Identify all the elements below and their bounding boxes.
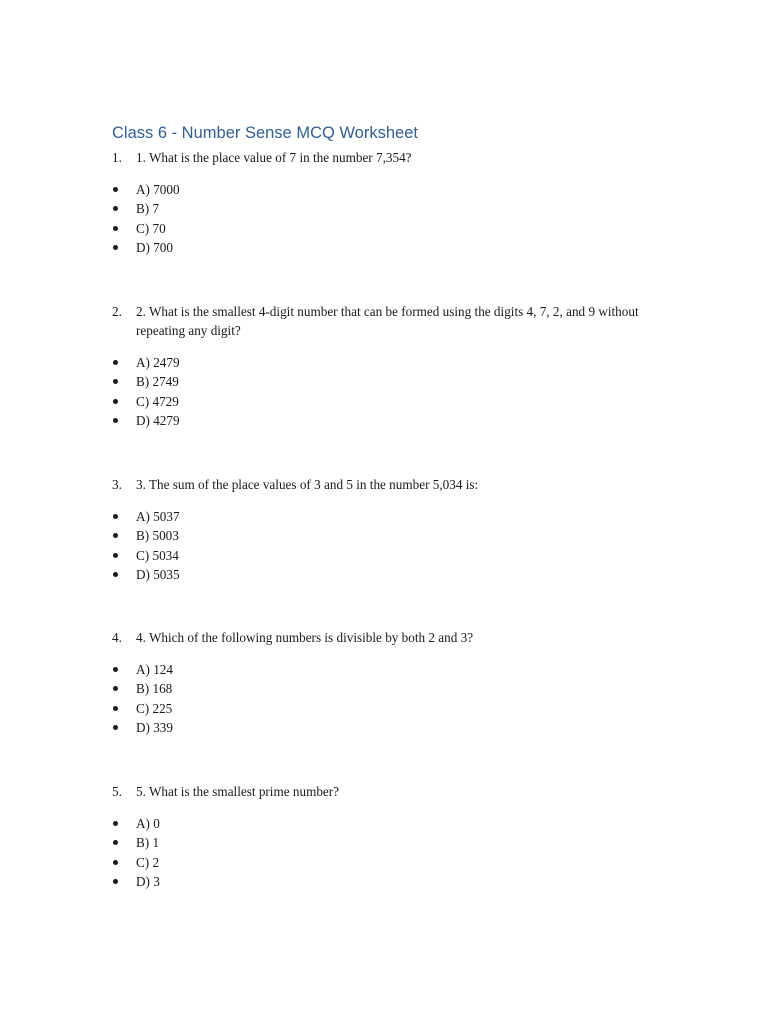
bullet-icon xyxy=(113,860,118,865)
option-d xyxy=(112,411,180,430)
bullet-icon xyxy=(113,360,118,365)
options-list-1 xyxy=(112,180,180,257)
question-1 xyxy=(112,148,672,167)
option-d xyxy=(112,565,180,584)
bullet-icon xyxy=(113,206,118,211)
bullet-icon xyxy=(113,226,118,231)
bullet-icon xyxy=(113,399,118,404)
option-c xyxy=(112,546,180,565)
bullet-icon xyxy=(113,379,118,384)
bullet-icon xyxy=(113,187,118,192)
options-list-4 xyxy=(112,660,173,737)
option-label: B) 5003 xyxy=(136,528,179,544)
option-d xyxy=(112,238,180,257)
bullet-icon xyxy=(113,706,118,711)
bullet-icon xyxy=(113,667,118,672)
option-b xyxy=(112,679,173,698)
option-b xyxy=(112,833,160,852)
option-a xyxy=(112,507,180,526)
option-label: C) 2 xyxy=(136,854,160,870)
option-label: C) 5034 xyxy=(136,547,179,563)
bullet-icon xyxy=(113,418,118,423)
option-label: D) 4279 xyxy=(136,412,180,428)
worksheet-title: Class 6 - Number Sense MCQ Worksheet xyxy=(112,124,418,142)
question-text: 2. What is the smallest 4-digit number that can be formed using the digits 4, 7, 2, and 9 without repeating any digit? xyxy=(136,304,639,338)
option-label: A) 0 xyxy=(136,816,160,831)
bullet-icon xyxy=(113,245,118,250)
option-b xyxy=(112,372,180,391)
option-a xyxy=(112,660,173,679)
option-d xyxy=(112,872,160,891)
option-d xyxy=(112,718,173,737)
option-label: C) 70 xyxy=(136,220,166,236)
question-number: 1. xyxy=(112,150,122,165)
option-label: A) 2479 xyxy=(136,355,180,370)
options-list-2 xyxy=(112,353,180,430)
question-number: 3. xyxy=(112,477,122,492)
option-label: B) 1 xyxy=(136,835,160,851)
options-list-3 xyxy=(112,507,180,584)
option-label: C) 4729 xyxy=(136,393,179,409)
question-5 xyxy=(112,782,672,801)
option-label: D) 700 xyxy=(136,239,173,255)
option-c xyxy=(112,853,160,872)
bullet-icon xyxy=(113,725,118,730)
option-label: B) 7 xyxy=(136,201,160,217)
option-label: B) 168 xyxy=(136,681,173,697)
bullet-icon xyxy=(113,840,118,845)
option-c xyxy=(112,699,173,718)
bullet-icon xyxy=(113,821,118,826)
option-c xyxy=(112,392,180,411)
option-label: A) 5037 xyxy=(136,509,180,524)
question-number: 2. xyxy=(112,304,122,319)
option-label: A) 7000 xyxy=(136,182,180,197)
option-label: D) 339 xyxy=(136,719,173,735)
option-label: D) 5035 xyxy=(136,566,180,582)
option-c xyxy=(112,219,180,238)
option-a xyxy=(112,814,160,833)
question-2 xyxy=(112,302,672,340)
option-label: A) 124 xyxy=(136,662,173,677)
question-number: 5. xyxy=(112,784,122,799)
bullet-icon xyxy=(113,514,118,519)
question-3 xyxy=(112,475,672,494)
option-a xyxy=(112,180,180,199)
bullet-icon xyxy=(113,572,118,577)
bullet-icon xyxy=(113,686,118,691)
option-label: B) 2749 xyxy=(136,374,179,390)
question-number: 4. xyxy=(112,630,122,645)
question-text: 1. What is the place value of 7 in the number 7,354? xyxy=(136,150,412,165)
bullet-icon xyxy=(113,879,118,884)
option-label: C) 225 xyxy=(136,700,173,716)
bullet-icon xyxy=(113,553,118,558)
question-text: 3. The sum of the place values of 3 and 5 in the number 5,034 is: xyxy=(136,477,479,492)
options-list-5 xyxy=(112,814,160,891)
question-4 xyxy=(112,628,672,647)
option-label: D) 3 xyxy=(136,873,160,889)
option-b xyxy=(112,199,180,218)
question-text: 4. Which of the following numbers is divisible by both 2 and 3? xyxy=(136,630,474,645)
option-a xyxy=(112,353,180,372)
bullet-icon xyxy=(113,533,118,538)
option-b xyxy=(112,526,180,545)
question-text: 5. What is the smallest prime number? xyxy=(136,784,340,799)
